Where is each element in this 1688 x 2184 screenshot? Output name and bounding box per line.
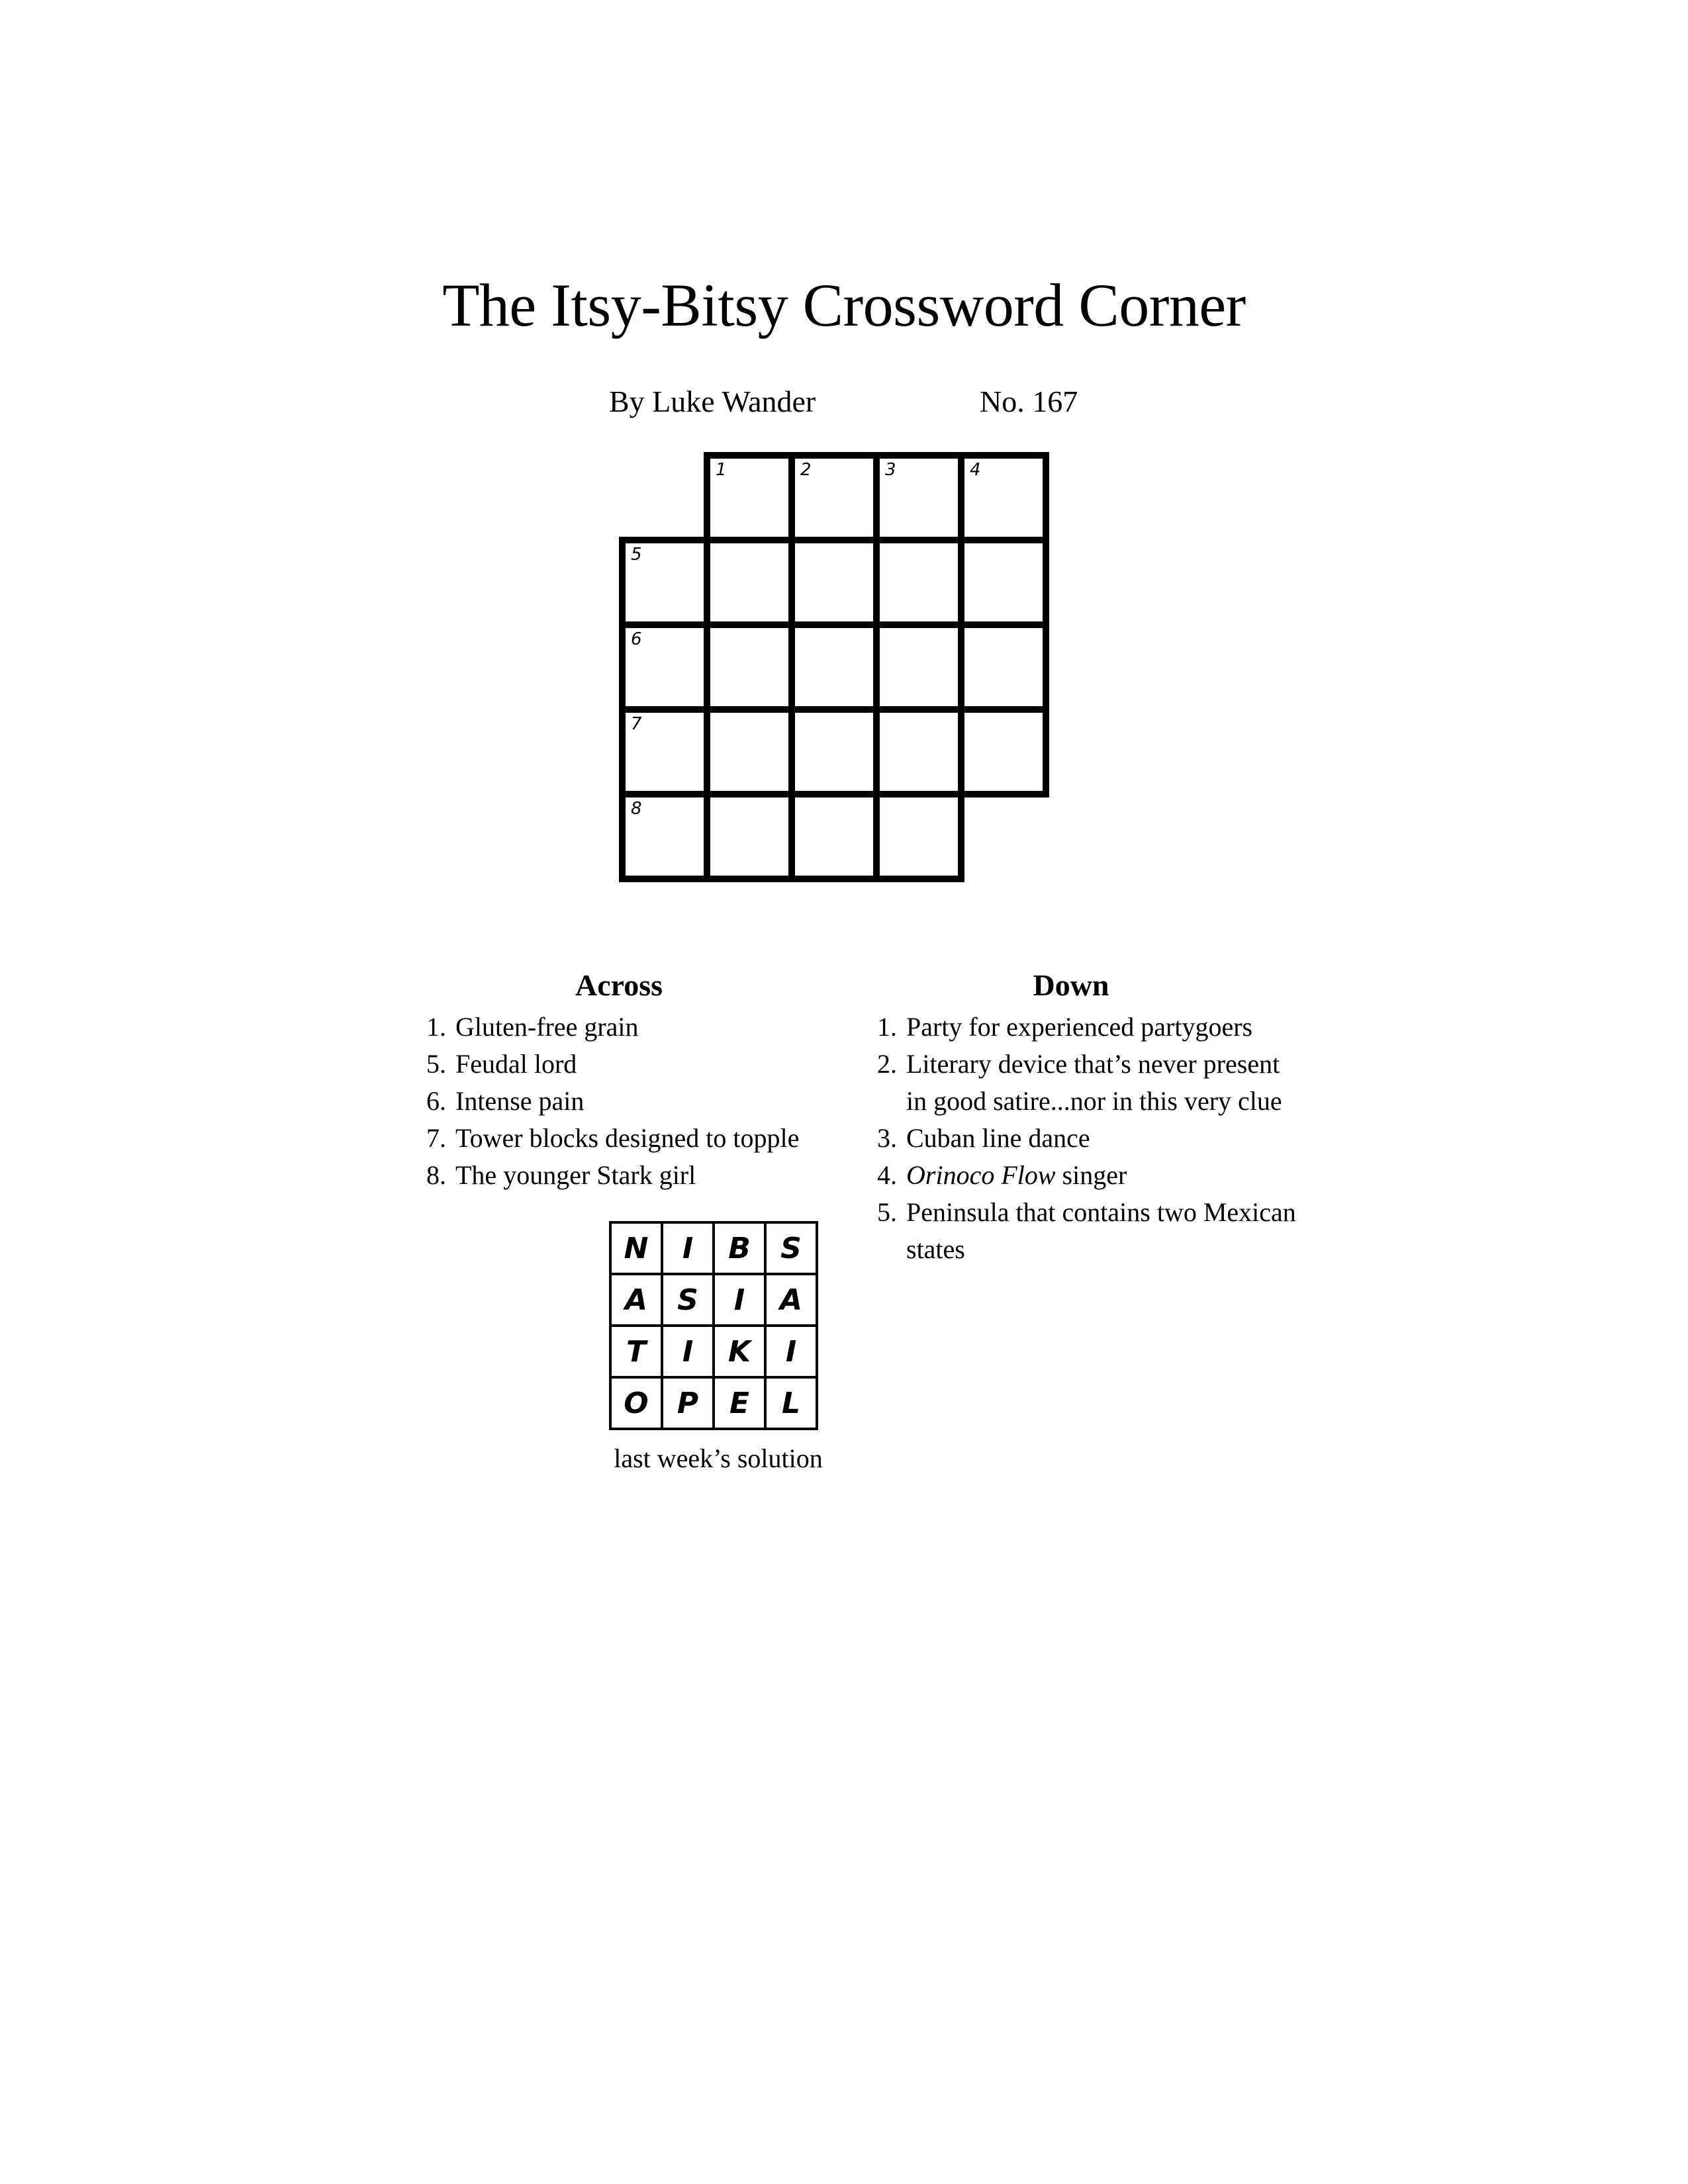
- cell-number: 7: [631, 714, 642, 734]
- cell-number: 5: [631, 545, 642, 565]
- down-clue-3: [877, 1157, 1301, 1194]
- cell-number: 8: [631, 799, 642, 819]
- solution-cell-r3-c1: P: [661, 1376, 715, 1430]
- grid-cell-r2-c4[interactable]: [958, 621, 1049, 713]
- clue-title-italic: Orinoco Flow: [906, 1160, 1056, 1190]
- clue-number: 5.: [877, 1197, 897, 1227]
- solution-cell-r3-c3: L: [764, 1376, 818, 1430]
- grid-cell-r4-c3[interactable]: [873, 791, 964, 882]
- down-clue-1: [877, 1046, 1301, 1120]
- clue-text: Feudal lord: [455, 1049, 577, 1079]
- clue-number: 3.: [877, 1123, 897, 1153]
- across-clue-0: [426, 1009, 857, 1046]
- across-clue-2: [426, 1083, 857, 1120]
- grid-cell-r1-c2[interactable]: [788, 537, 880, 628]
- solution-cell-r2-c3: I: [764, 1324, 818, 1379]
- solution-cell-r1-c0: A: [609, 1273, 663, 1327]
- grid-cell-r1-c4[interactable]: [958, 537, 1049, 628]
- down-heading: Down: [1033, 968, 1109, 1002]
- solution-cell-r1-c3: A: [764, 1273, 818, 1327]
- across-clue-1: [426, 1046, 857, 1083]
- solution-cell-r2-c2: K: [712, 1324, 767, 1379]
- issue-number: No. 167: [980, 385, 1078, 418]
- down-clue-4: [877, 1194, 1301, 1268]
- solution-cell-r0-c1: I: [661, 1221, 715, 1275]
- grid-cell-r1-c1[interactable]: [704, 537, 795, 628]
- solution-cell-r3-c2: E: [712, 1376, 767, 1430]
- solution-cell-r1-c2: I: [712, 1273, 767, 1327]
- clue-text: Gluten-free grain: [455, 1012, 639, 1042]
- cell-number: 4: [970, 460, 981, 480]
- solution-cell-r2-c0: T: [609, 1324, 663, 1379]
- grid-cell-r3-c4[interactable]: [958, 706, 1049, 797]
- down-clue-list: [877, 1009, 1301, 1268]
- crossword-grid: [619, 452, 1076, 909]
- clue-number: 5.: [426, 1049, 446, 1079]
- solution-cell-r1-c1: S: [661, 1273, 715, 1327]
- grid-cell-r4-c1[interactable]: [704, 791, 795, 882]
- grid-cell-r2-c2[interactable]: [788, 621, 880, 713]
- grid-cell-r1-c3[interactable]: [873, 537, 964, 628]
- clue-number: 4.: [877, 1160, 897, 1190]
- across-clue-3: [426, 1120, 857, 1157]
- clue-text: Tower blocks designed to topple: [455, 1123, 800, 1153]
- clue-text: Intense pain: [455, 1086, 585, 1116]
- solution-cell-r0-c2: B: [712, 1221, 767, 1275]
- clue-text: Literary device that’s never present in good satire...nor in this very clue: [906, 1049, 1282, 1116]
- grid-cell-r0-c3[interactable]: [873, 452, 964, 543]
- solution-cell-r3-c0: O: [609, 1376, 663, 1430]
- cell-number: 2: [800, 460, 812, 480]
- clue-number: 7.: [426, 1123, 446, 1153]
- cell-number: 6: [631, 629, 642, 649]
- clue-number: 8.: [426, 1160, 446, 1190]
- grid-cell-r3-c2[interactable]: [788, 706, 880, 797]
- clue-number: 6.: [426, 1086, 446, 1116]
- down-clue-2: [877, 1120, 1301, 1157]
- puzzle-title: The Itsy-Bitsy Crossword Corner: [442, 271, 1246, 339]
- clue-text: The younger Stark girl: [455, 1160, 696, 1190]
- across-clue-list: [426, 1009, 857, 1194]
- clue-text: Party for experienced partygoers: [906, 1012, 1253, 1042]
- down-clue-0: [877, 1009, 1301, 1046]
- solution-cell-r0-c0: N: [609, 1221, 663, 1275]
- clue-number: 2.: [877, 1049, 897, 1079]
- clue-text: Peninsula that contains two Mexican states: [906, 1197, 1296, 1264]
- across-clue-4: [426, 1157, 857, 1194]
- grid-cell-r0-c1[interactable]: [704, 452, 795, 543]
- grid-cell-r4-c2[interactable]: [788, 791, 880, 882]
- grid-cell-r1-c0[interactable]: [619, 537, 710, 628]
- grid-cell-r0-c2[interactable]: [788, 452, 880, 543]
- author-byline: By Luke Wander: [609, 385, 816, 418]
- solution-cell-r2-c1: I: [661, 1324, 715, 1379]
- grid-cell-r0-c4[interactable]: [958, 452, 1049, 543]
- grid-cell-r2-c1[interactable]: [704, 621, 795, 713]
- solution-caption: last week’s solution: [614, 1443, 823, 1473]
- clue-number: 1.: [877, 1012, 897, 1042]
- cell-number: 1: [716, 460, 727, 480]
- clue-text: Cuban line dance: [906, 1123, 1090, 1153]
- last-week-solution-grid: [609, 1221, 826, 1438]
- grid-cell-r3-c1[interactable]: [704, 706, 795, 797]
- grid-cell-r3-c3[interactable]: [873, 706, 964, 797]
- grid-cell-r4-c0[interactable]: [619, 791, 710, 882]
- grid-cell-r3-c0[interactable]: [619, 706, 710, 797]
- grid-cell-r2-c0[interactable]: [619, 621, 710, 713]
- solution-cell-r0-c3: S: [764, 1221, 818, 1275]
- across-heading: Across: [575, 968, 663, 1002]
- clue-number: 1.: [426, 1012, 446, 1042]
- grid-cell-r2-c3[interactable]: [873, 621, 964, 713]
- clue-text: singer: [1062, 1160, 1127, 1190]
- cell-number: 3: [885, 460, 896, 480]
